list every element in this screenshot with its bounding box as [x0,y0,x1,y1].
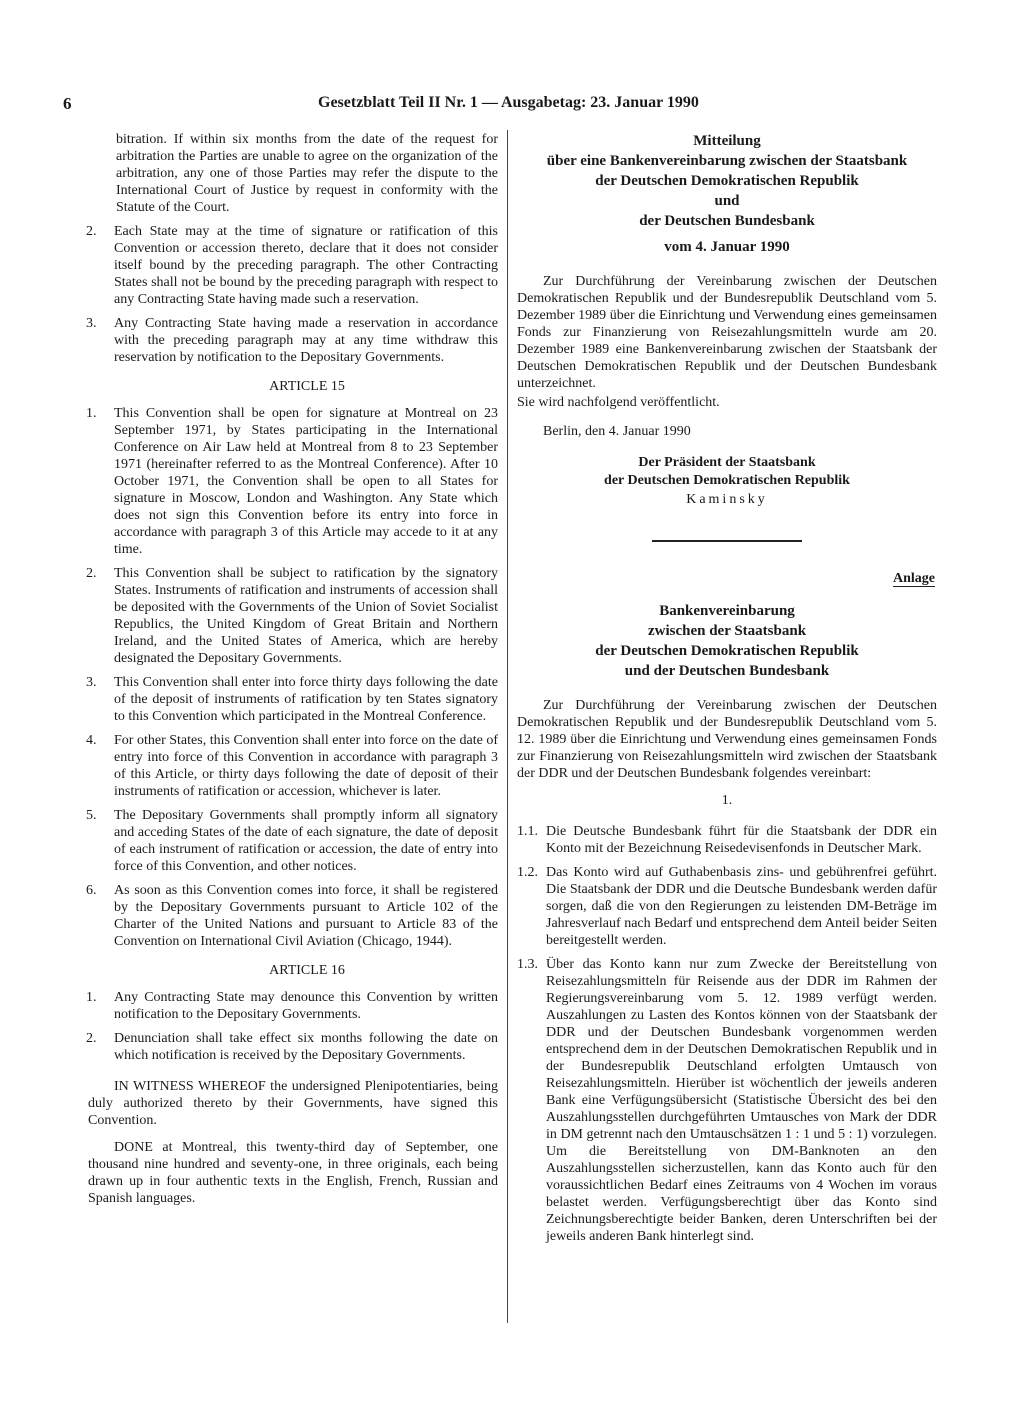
article15-para2 [88,565,498,667]
article15-para1 [88,405,498,558]
para-text: Any Contracting State may denounce this Convention by written notification to the Depositary Governments. [114,990,498,1022]
section-1-2 [517,864,937,949]
page-number: 6 [63,94,72,113]
para-number: 2. [86,1031,97,1046]
article15-para6 [88,882,498,950]
agreement-title-line: und der Deutschen Bundesbank [624,663,830,679]
agreement-title [517,601,937,681]
para-number: 2. [86,224,97,239]
para-number: 2. [86,566,97,581]
clause-number: 1.3. [517,957,538,972]
para-number: 4. [86,733,97,748]
clause-number: 1.2. [517,865,538,880]
para-text: Any Contracting State having made a reservation in accordance with the preceding paragraph may at any time withdraw this reservation by notification to the Depositary Governments. [114,316,498,365]
article16-para1 [88,989,498,1023]
annex-label [517,570,937,587]
para-text: This Convention shall enter into force thirty days following the date of the deposit of instruments of ratification by ten States signatory to this Convention which participated in the Montreal Conference. [114,675,498,724]
section-1-3 [517,956,937,1245]
signer-block [517,454,937,490]
para-text: For other States, this Convention shall enter into force on the date of entry into force of this Convention in accordance with paragraph 3 of this Article, or thirty days following the date of deposit of their instruments of ratification or accession, whichever is later. [114,733,498,799]
para-text: This Convention shall be open for signature at Montreal on 23 September 1971, by States participating in the International Conference on Air Law held at Montreal from 8 to 23 September 1971 (hereinafter referred to as the Montreal Conference). After 10 October 1971, the Convention shall be open to all States for signature in Moscow, London and Washington. Any State which does not sign this Convention before its entry into force in accordance with paragraph 3 of this Article may accede to it at any time. [114,406,498,557]
separator-rule [652,540,802,542]
clause-text: Über das Konto kann nur zum Zwecke der Bereitstellung von Reisezahlungsmitteln für Reisende aus der DDR im Rahmen der Regierungsvereinbarung vom 5. 12. 1989 verfügt werden. Auszahlungen zu Lasten des Kontos können von der Staatsbank der DDR und der Deutschen Bundesbank vorgenommen werden entsprechend dem in der Deutschen Demokratischen Republik und in der Bundesrepublik Deutschland erfolgten Umtausch von Reisezahlungsmitteln. Hierüber ist wöchentlich der jeweils anderen Bank eine Verfügungsübersicht (Statistische Übersicht des bei den Auszahlungsstellen durchgeführten Umtausches von Mark der DDR in DM getrennt nach den Umtauschsätzen 1 : 1 und 5 : 1) vorzulegen. Um die Bereitstellung von DM-Banknoten an den Auszahlungsstellen sicherzustellen, kann das Konto auch für den voraussichtlichen Bedarf eines Zeitraums von 4 Wochen im voraus belastet werden. Verfügungsberechtigt über das Konto sind Zeichnungsberechtigte beider Banken, deren Unterschriften bei der jeweils anderen Bank hinterlegt sind. [546,957,937,1244]
para-text: Denunciation shall take effect six months following the date on which notification is received by the Depositary Governments. [114,1031,498,1063]
place-date: Berlin, den 4. Januar 1990 [543,424,691,439]
section-1-1 [517,823,937,857]
signer-title: der Deutschen Demokratischen Republik [604,473,850,488]
para-text: This Convention shall be subject to ratification by the signatory States. Instruments of ratification and instruments of accession shall be deposited with the Governments of the Union of Soviet Socialist Republics, the United Kingdom of Great Britain and Northern Ireland, and the United States of America, which are hereby designated the Depositary Governments. [114,566,498,666]
para-number: 3. [86,316,97,331]
para-number: 3. [86,675,97,690]
article15-para5 [88,807,498,875]
notice-title [517,131,937,257]
article15-para3 [88,674,498,725]
notice-published: Sie wird nachfolgend veröffentlicht. [517,395,720,410]
signer-title: Der Präsident der Staatsbank [638,455,816,470]
left-column [88,131,498,1207]
clause-number: 1.1. [517,824,538,839]
notice-title-line: und [714,193,740,209]
annex-label-text: Anlage [893,571,935,586]
witness-clause: IN WITNESS WHEREOF the undersigned Plenipotentiaries, being duly authorized thereto by their Governments, have signed this Convention. [88,1079,498,1128]
notice-title-line: Mitteilung [693,133,761,149]
agreement-title-line: der Deutschen Demokratischen Republik [595,643,859,659]
article15-para4 [88,732,498,800]
article14-para1-continued: bitration. If within six months from the date of the request for arbitration the Parties are unable to agree on the organization of the arbitration, any one of those Parties may refer the dispute to the International Court of Justice by request in conformity with the Statute of the Court. [116,132,498,215]
section-number: 1. [721,793,733,808]
right-column [517,131,937,1252]
article16-heading: ARTICLE 16 [269,963,345,978]
notice-title-line: der Deutschen Demokratischen Republik [595,173,859,189]
running-head: Gesetzblatt Teil II Nr. 1 — Ausgabetag: 23. Januar 1990 [318,94,699,111]
para-number: 5. [86,808,97,823]
agreement-title-line: Bankenvereinbarung [659,603,795,619]
article15-heading: ARTICLE 15 [269,379,345,394]
para-text: As soon as this Convention comes into force, it shall be registered by the Depositary Governments pursuant to Article 102 of the Charter of the United Nations and pursuant to Article 83 of the Convention on International Civil Aviation (Chicago, 1944). [114,883,498,949]
para-text: The Depositary Governments shall promptly inform all signatory and acceding States of the date of each signature, the date of deposit of each instrument of ratification or accession, the date of entry into force of this Convention, and other notices. [114,808,498,874]
para-number: 1. [86,406,97,421]
done-clause: DONE at Montreal, this twenty-third day of September, one thousand nine hundred and seventy-one, in three originals, each being drawn up in four authentic texts in the English, French, Russian and Spanish languages. [88,1140,498,1206]
article14-para3 [88,315,498,366]
agreement-intro: Zur Durchführung der Vereinbarung zwischen der Deutschen Demokratischen Republik und der Bundesrepublik Deutschland vom 5. 12. 1989 über die Einrichtung und Verwendung eines gemeinsamen Fonds zur Finanzierung von Reisezahlungsmitteln wird zwischen der Staatsbank der DDR und der Deutschen Bundesbank folgendes vereinbart: [517,698,937,781]
para-text: Each State may at the time of signature or ratification of this Convention or accession thereto, declare that it does not consider itself bound by the preceding paragraph. The other Contracting States shall not be bound by the preceding paragraph with respect to any Contracting State having made such a reservation. [114,224,498,307]
para-number: 6. [86,883,97,898]
notice-title-line: über eine Bankenvereinbarung zwischen der Staatsbank [546,153,908,169]
column-divider [507,130,508,1323]
clause-text: Das Konto wird auf Guthabenbasis zins- und gebührenfrei geführt. Die Staatsbank der DDR und die Deutsche Bundesbank werden dafür sorgen, daß die von den Regierungen zu leistenden DM-Beträge im Jahresverlauf nach Bedarf und entsprechend dem Anteil beider Seiten bereitgestellt werden. [546,865,937,948]
notice-date: vom 4. Januar 1990 [664,239,790,255]
article16-para2 [88,1030,498,1064]
signer-name: Kaminsky [686,492,768,507]
page-header [0,94,1024,118]
notice-title-line: der Deutschen Bundesbank [639,213,815,229]
agreement-title-line: zwischen der Staatsbank [647,623,807,639]
article14-para2 [88,223,498,308]
para-number: 1. [86,990,97,1005]
clause-text: Die Deutsche Bundesbank führt für die Staatsbank der DDR ein Konto mit der Bezeichnung Reisedevisenfonds in Deutscher Mark. [546,824,937,856]
notice-intro: Zur Durchführung der Vereinbarung zwischen der Deutschen Demokratischen Republik und der Bundesrepublik Deutschland vom 5. Dezember 1989 über die Einrichtung und Verwendung eines gemeinsamen Fonds zur Finanzierung von Reisezahlungsmitteln wurde am 20. Dezember 1989 eine Bankenvereinbarung zwischen der Staatsbank der Deutschen Demokratischen Republik und der Deutschen Bundesbank unterzeichnet. [517,274,937,391]
